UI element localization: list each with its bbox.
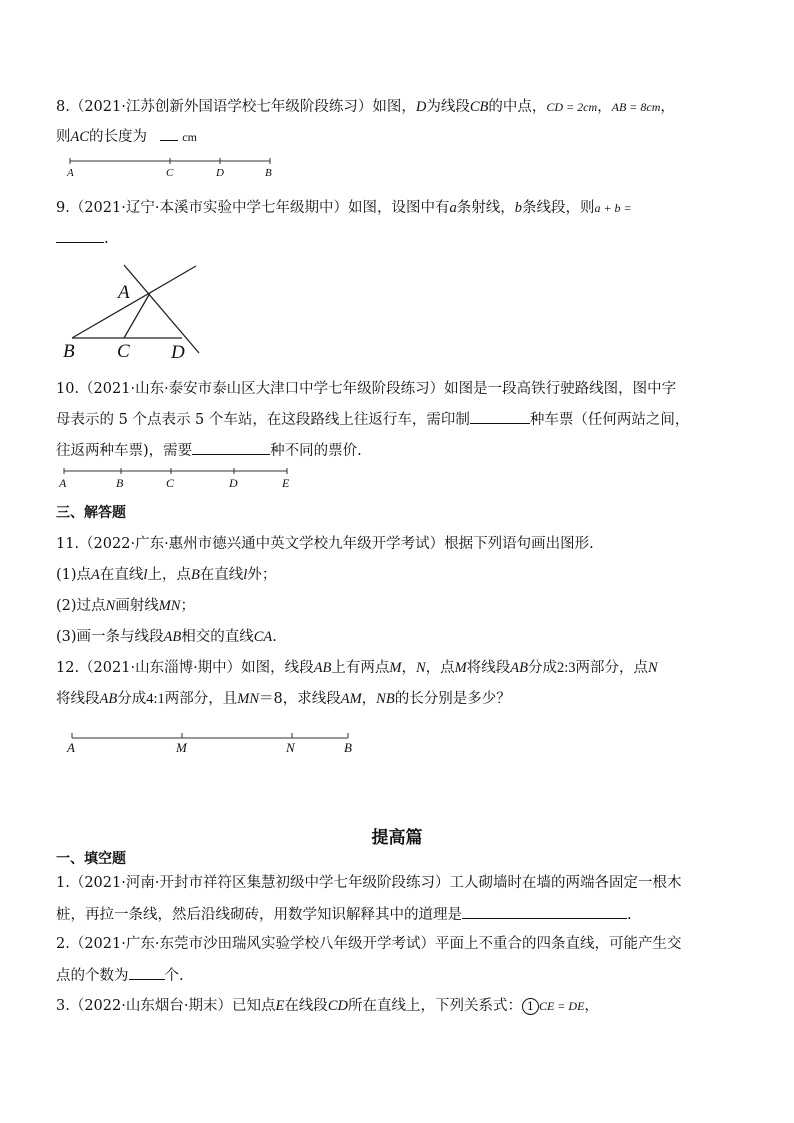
section-heading-fill: 一、填空题 xyxy=(56,851,126,867)
q9-label-d: D xyxy=(171,342,185,363)
q8-label-d: D xyxy=(216,167,224,179)
p2-line1: 2.（2021·广东·东莞市沙田瑞风实验学校八年级开学考试）平面上不重合的四条直线，可能产生交 xyxy=(56,936,682,952)
p2-answer-blank[interactable] xyxy=(129,965,165,980)
p1-line2: 桩，再拉一条线，然后沿线砌砖，用数学知识解释其中的道理是 . xyxy=(56,904,632,925)
q12-label-n: N xyxy=(286,740,295,755)
q12-label-m: M xyxy=(176,740,187,755)
q10-line1: 10.（2021·山东·泰安市泰山区大津口中学七年级阶段练习）如图是一段高铁行驶路线图，图中字 xyxy=(56,381,677,397)
q8-line2: 则AC的长度为 cm xyxy=(56,126,197,147)
q8-ab-equation: AB = 8cm xyxy=(611,100,661,114)
q10-price-blank[interactable] xyxy=(192,440,270,455)
q10-label-b: B xyxy=(116,476,124,490)
part-title: 提高篇 xyxy=(371,828,423,848)
p1-answer-blank[interactable] xyxy=(462,904,627,919)
q8-line1: 8.（2021·江苏创新外国语学校七年级阶段练习）如图，D为线段CB的中点，CD = 2cm，AB = 8cm， xyxy=(56,99,675,115)
q12-figure xyxy=(66,733,352,755)
q10-label-c: C xyxy=(166,476,175,490)
circled-number-one: 1 xyxy=(522,998,539,1015)
q8-point-d: D xyxy=(415,99,427,115)
q8-label-a: A xyxy=(67,167,74,179)
p3-line1: 3.（2022·山东烟台·期末）已知点E在线段CD所在直线上，下列关系式： 1 CE = DE， xyxy=(56,998,599,1014)
q11-line1: 11.（2022·广东·惠州市德兴通中英文学校九年级开学考试）根据下列语句画出图形. xyxy=(56,536,594,552)
q12-line1: 12.（2021·山东淄博·期中）如图，线段AB上有两点M，N，点M将线段AB分成2:3两部分，点N xyxy=(56,660,658,676)
q9-expression: a + b = xyxy=(594,201,632,215)
q10-line3: 往返两种车票)，需要 种不同的票价. xyxy=(56,440,362,461)
q12-label-b: B xyxy=(344,740,352,755)
section-heading-answer: 三、解答题 xyxy=(56,505,126,521)
q11-step1: (1)点A在直线l上，点B在直线l外； xyxy=(56,567,277,583)
q8-label-b: B xyxy=(265,167,272,179)
q9-answer-blank[interactable] xyxy=(56,228,104,243)
q9-label-c: C xyxy=(117,341,130,362)
p2-line2: 点的个数为 个. xyxy=(56,965,184,986)
q9-label-b: B xyxy=(63,341,75,362)
q11-step3: (3)画一条与线段AB相交的直线CA. xyxy=(56,629,277,645)
q9-line2: . xyxy=(56,228,109,249)
q11-step2: (2)过点N画射线MN； xyxy=(56,598,195,614)
q9-figure xyxy=(63,265,199,363)
q10-label-a: A xyxy=(59,476,67,490)
q9-label-a: A xyxy=(118,282,130,303)
q10-line2: 母表示的 5 个点表示 5 个车站，在这段路线上往返行车，需印制 种车票（任何两站之间， xyxy=(56,409,689,430)
q12-label-a: A xyxy=(67,740,75,755)
p1-line1: 1.（2021·河南·开封市祥符区集慧初级中学七年级阶段练习）工人砌墙时在墙的两端各固定一根木 xyxy=(56,875,682,891)
q10-label-e: E xyxy=(282,476,290,490)
p3-relation-1: CE = DE xyxy=(538,999,585,1013)
q8-cd-equation: CD = 2cm xyxy=(546,100,598,114)
q12-line2: 将线段AB分成4:1两部分，且MN＝8，求线段AM，NB的长分别是多少？ xyxy=(56,691,511,707)
q10-ticket-blank[interactable] xyxy=(470,409,530,424)
q10-label-d: D xyxy=(229,476,238,490)
q8-label-c: C xyxy=(166,167,174,179)
q10-figure xyxy=(58,468,290,490)
q9-line1: 9.（2021·辽宁·本溪市实验中学七年级期中）如图，设图中有a条射线，b条线段，则a + b = xyxy=(56,200,632,216)
q8-figure xyxy=(66,158,272,179)
